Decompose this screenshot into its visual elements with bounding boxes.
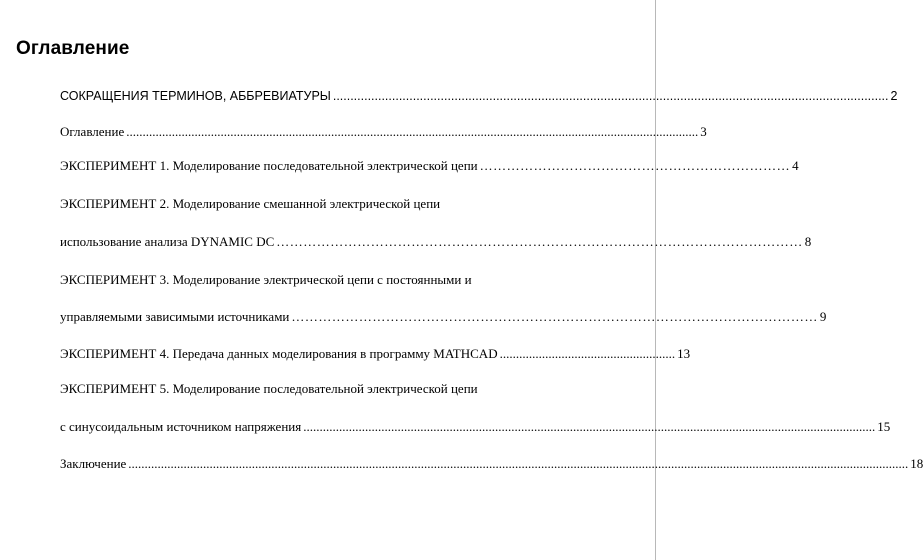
toc-entry[interactable] <box>60 124 707 140</box>
toc-entry-title: ЭКСПЕРИМЕНТ 2. Моделирование смешанной электрической цепи <box>60 196 441 211</box>
toc-leader-dots: ................................................................................................................................................................................ <box>126 124 699 139</box>
toc-entry-title: использование анализа DYNAMIC DC <box>60 234 275 249</box>
toc-leader-dots: ……………………………………………………………………………………………………… <box>291 309 818 324</box>
toc-entry-title: управляемыми зависимыми источниками <box>60 309 290 324</box>
toc-heading: Оглавление <box>16 38 130 59</box>
toc-entry[interactable] <box>60 381 478 397</box>
toc-entry-page: 13 <box>677 346 691 361</box>
toc-entry-page: 15 <box>877 419 891 434</box>
toc-entry[interactable] <box>60 196 440 212</box>
toc-entry-page: 2 <box>890 89 898 103</box>
toc-leader-dots: …………………………………………………………… <box>479 158 791 173</box>
toc-entry-page: 4 <box>792 158 799 173</box>
toc-entry[interactable] <box>60 419 891 435</box>
toc-entry-title: Оглавление <box>60 124 125 139</box>
toc-entry-title: с синусоидальным источником напряжения <box>60 419 302 434</box>
toc-entry[interactable] <box>60 309 827 325</box>
toc-leader-dots: ……………………………………………………………………………………………………… <box>276 234 803 249</box>
toc-entry-title: Заключение <box>60 456 127 471</box>
toc-entry[interactable] <box>60 88 898 104</box>
toc-entry-title: ЭКСПЕРИМЕНТ 5. Моделирование последовательной электрической цепи <box>60 381 478 396</box>
toc-entry-page: 9 <box>819 309 827 324</box>
toc-entry[interactable] <box>60 272 472 288</box>
toc-entry[interactable] <box>60 346 691 362</box>
toc-entry-page: 3 <box>700 124 707 139</box>
toc-entry[interactable] <box>60 456 923 472</box>
toc-leader-dots: ...................................................... <box>499 346 676 361</box>
toc-leader-dots: ................................................................................................................................................................................ <box>303 419 876 434</box>
toc-entry-title: ЭКСПЕРИМЕНТ 4. Передача данных моделирования в программу MATHCAD <box>60 346 498 361</box>
toc-leader-dots: ................................................................................................................................................................................................................................................ <box>128 456 909 471</box>
page-edge-divider <box>655 0 656 560</box>
toc-leader-dots: ................................................................................................................................................................ <box>332 89 889 103</box>
toc-entry-page: 8 <box>804 234 812 249</box>
toc-entry-page: 18 <box>910 456 923 471</box>
toc-entry-title: ЭКСПЕРИМЕНТ 1. Моделирование последовательной электрической цепи <box>60 158 478 173</box>
toc-entry[interactable] <box>60 234 812 250</box>
toc-entry-title: СОКРАЩЕНИЯ ТЕРМИНОВ, АББРЕВИАТУРЫ <box>60 89 331 103</box>
toc-entry[interactable] <box>60 158 799 174</box>
toc-entry-title: ЭКСПЕРИМЕНТ 3. Моделирование электрической цепи с постоянными и <box>60 272 472 287</box>
